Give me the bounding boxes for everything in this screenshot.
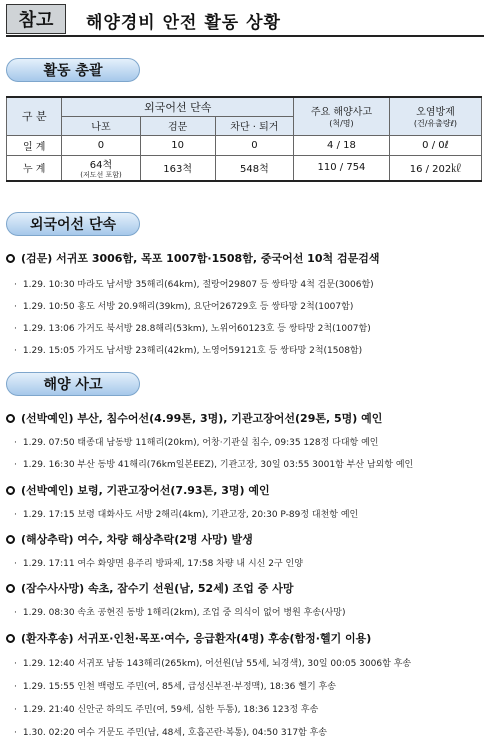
cell-capture-value: 0 xyxy=(97,139,105,151)
dot-bullet-icon: · xyxy=(14,510,17,520)
detail-text: 1.29. 17:11 여수 화양면 용주리 방파제, 17:58 차량 내 시신 2구 인양 xyxy=(22,559,303,569)
header-label: 참고 xyxy=(6,4,66,34)
detail-text: 1.29. 15:05 가거도 남서방 23해리(42km), 노영어59121호 등 쌍타망 2척(1508함) xyxy=(22,346,363,356)
dot-bullet-icon: · xyxy=(14,460,17,470)
item-title-text: (선박예인) 보령, 기관고장어선(7.93톤, 3명) 예인 xyxy=(21,484,270,497)
item-title-text: (해상추락) 여수, 차량 해상추락(2명 사망) 발생 xyxy=(21,533,253,546)
dot-bullet-icon: · xyxy=(14,280,17,290)
table-header-pollution-unit: (건/유출량ℓ) xyxy=(413,119,458,129)
detail-text: 1.29. 12:40 서귀포 남동 143해리(265km), 어선원(남 55세, 뇌경색), 30일 00:05 3006함 후송 xyxy=(22,659,412,669)
table-row xyxy=(7,135,482,155)
dot-bullet-icon: · xyxy=(14,608,17,618)
dot-bullet-icon: · xyxy=(14,559,17,569)
cell-block: 0 xyxy=(215,135,293,155)
dot-bullet-icon: · xyxy=(14,324,17,334)
dot-bullet-icon: · xyxy=(14,346,17,356)
page-title: 해양경비 안전 활동 상황 xyxy=(86,13,281,33)
summary-table xyxy=(6,96,482,182)
section-title-overview: 활동 총괄 xyxy=(6,58,140,82)
item-title-text: (선박예인) 부산, 침수어선(4.99톤, 3명), 기관고장어선(29톤, 5명) 예인 xyxy=(21,412,383,425)
table-header-accident-label: 주요 해양사고 xyxy=(310,107,373,119)
detail-line xyxy=(14,605,345,618)
section-title-accidents: 해양 사고 xyxy=(6,372,140,396)
accident-item-title xyxy=(6,630,371,646)
table-header-pollution xyxy=(389,97,481,135)
detail-text: 1.29. 15:55 인천 백령도 주민(여, 85세, 급성신부전·부정맥), 18:36 헬기 후송 xyxy=(22,682,336,692)
table-header-inspect: 검문 xyxy=(140,116,215,135)
detail-line xyxy=(14,702,318,715)
detail-line xyxy=(14,457,413,470)
detail-line xyxy=(14,725,327,738)
table-header-foreign: 외국어선 단속 xyxy=(62,97,294,116)
circle-bullet-icon xyxy=(6,535,15,544)
circle-bullet-icon xyxy=(6,584,15,593)
cell-accident: 4 / 18 xyxy=(293,135,389,155)
accident-item-title xyxy=(6,580,293,596)
detail-line xyxy=(14,556,303,569)
cell-block: 548척 xyxy=(215,155,293,181)
section-title-foreign: 외국어선 단속 xyxy=(6,212,140,236)
detail-line xyxy=(14,507,358,520)
item-title-text: (검문) 서귀포 3006함, 목포 1007함·1508함, 중국어선 10척 검문검색 xyxy=(21,252,380,265)
detail-line xyxy=(14,679,336,692)
detail-text: 1.29. 21:40 신안군 하의도 주민(여, 59세, 심한 두통), 18:36 123정 후송 xyxy=(22,705,319,715)
foreign-item-title xyxy=(6,250,379,266)
detail-text: 1.29. 16:30 부산 동방 41해리(76km일본EEZ), 기관고장, 30일 03:55 3001함 부산 남외항 예인 xyxy=(22,460,414,470)
detail-text: 1.29. 13:06 가거도 북서방 28.8해리(53km), 노위어60123호 등 쌍타망 2척(1007함) xyxy=(22,324,371,334)
cell-pollution: 0 / 0ℓ xyxy=(389,135,481,155)
detail-text: 1.29. 10:30 마라도 남서방 35해리(64km), 절랑어29807 등 쌍타망 4척 검문(3006함) xyxy=(22,280,374,290)
detail-text: 1.30. 02:20 여수 거문도 주민(남, 48세, 호흡곤란·복통), 04:50 317함 후송 xyxy=(22,728,327,738)
detail-line xyxy=(14,321,371,334)
cell-inspect: 10 xyxy=(140,135,215,155)
table-header-accident-unit: (척/명) xyxy=(329,119,354,129)
row-label: 누 계 xyxy=(7,155,62,181)
cell-capture xyxy=(62,135,140,155)
cell-pollution: 16 / 202㎘ xyxy=(389,155,481,181)
cell-capture-value: 64척 xyxy=(89,160,113,172)
cell-capture-note: (저도선 포함) xyxy=(80,171,122,180)
dot-bullet-icon: · xyxy=(14,705,17,715)
detail-line xyxy=(14,656,411,669)
cell-inspect: 163척 xyxy=(140,155,215,181)
header-divider xyxy=(6,35,484,37)
table-header-accident xyxy=(293,97,389,135)
dot-bullet-icon: · xyxy=(14,438,17,448)
table-row xyxy=(7,155,482,181)
item-title-text: (환자후송) 서귀포·인천·목포·여수, 응급환자(4명) 후송(함정·헬기 이용) xyxy=(21,632,372,645)
table-header-block: 차단 · 퇴거 xyxy=(215,116,293,135)
item-title-text: (잠수사사망) 속초, 잠수기 선원(남, 52세) 조업 중 사망 xyxy=(21,582,294,595)
page-header xyxy=(6,4,484,36)
table-header-pollution-label: 오염방제 xyxy=(416,107,455,119)
circle-bullet-icon xyxy=(6,486,15,495)
dot-bullet-icon: · xyxy=(14,302,17,312)
detail-line xyxy=(14,277,374,290)
detail-text: 1.29. 17:15 보령 대화사도 서방 2해리(4km), 기관고장, 20:30 P-89정 대천항 예인 xyxy=(22,510,359,520)
circle-bullet-icon xyxy=(6,414,15,423)
table-header-capture: 나포 xyxy=(62,116,140,135)
circle-bullet-icon xyxy=(6,254,15,263)
detail-line xyxy=(14,343,362,356)
detail-text: 1.29. 10:50 홍도 서방 20.9해리(39km), 요단어26729호 등 쌍타망 2척(1007함) xyxy=(22,302,354,312)
accident-item-title xyxy=(6,482,270,498)
dot-bullet-icon: · xyxy=(14,659,17,669)
accident-item-title xyxy=(6,410,382,426)
row-label: 일 계 xyxy=(7,135,62,155)
detail-text: 1.29. 07:50 태종대 남동방 11해리(20km), 어창·기관실 침수, 09:35 128정 다대항 예인 xyxy=(22,438,379,448)
dot-bullet-icon: · xyxy=(14,728,17,738)
table-header-division: 구 분 xyxy=(7,97,62,135)
dot-bullet-icon: · xyxy=(14,682,17,692)
accident-item-title xyxy=(6,531,253,547)
detail-line xyxy=(14,299,353,312)
cell-capture xyxy=(62,155,140,181)
detail-text: 1.29. 08:30 속초 공현진 동방 1해리(2km), 조업 중 의식이 없어 병원 후송(사망) xyxy=(22,608,346,618)
circle-bullet-icon xyxy=(6,634,15,643)
detail-line xyxy=(14,435,379,448)
cell-accident: 110 / 754 xyxy=(293,155,389,181)
